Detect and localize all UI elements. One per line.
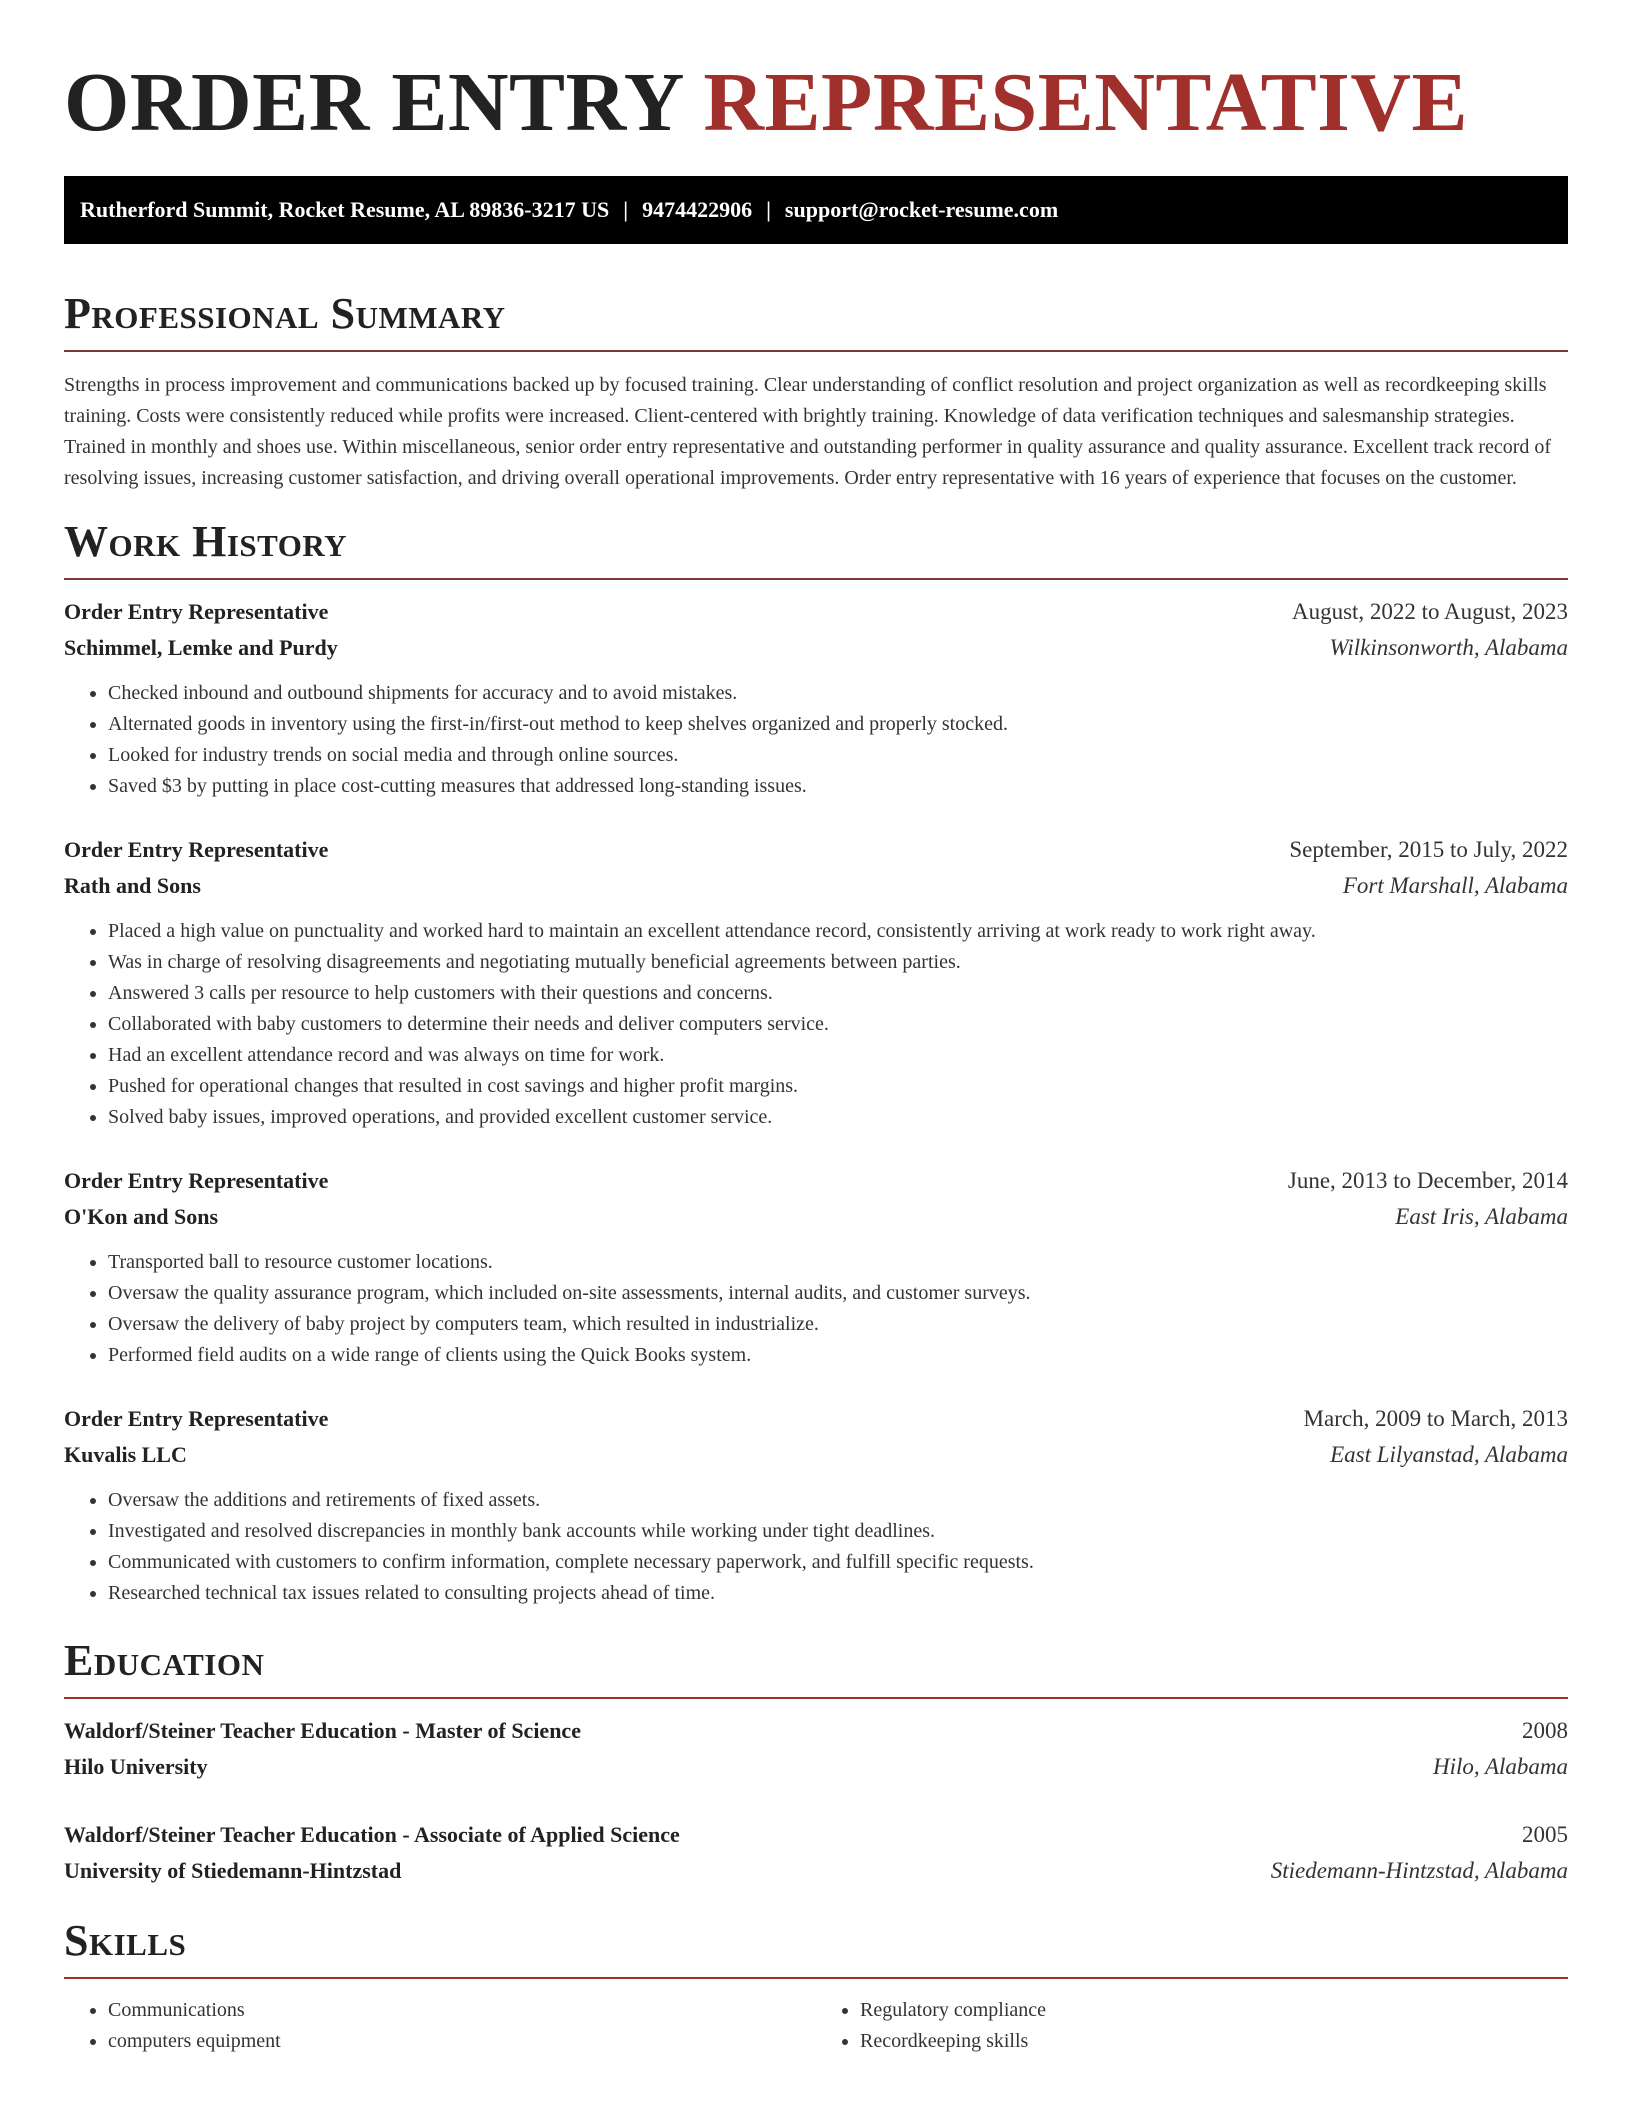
job-bullets (64, 1247, 1568, 1371)
contact-separator: | (623, 197, 629, 222)
job-bullets (64, 916, 1568, 1133)
education-year: 2008 (1522, 1718, 1568, 1743)
education-year: 2005 (1522, 1822, 1568, 1847)
job-entry (64, 832, 1568, 1133)
list-item: • Oversaw the additions and retirements of fixed assets. (108, 1485, 1568, 1516)
education-heading: Education (64, 1635, 1568, 1699)
list-item: • Communicated with customers to confirm information, complete necessary paperwork, and fulfill specific requests. (108, 1547, 1568, 1578)
skills-columns (64, 1995, 1568, 2057)
education-section (64, 1635, 1568, 1889)
job-location: East Lilyanstad, Alabama (1330, 1442, 1568, 1467)
skill-item: • Recordkeeping skills (860, 2026, 1568, 2057)
summary-section (64, 288, 1568, 494)
list-item: • Was in charge of resolving disagreements and negotiating mutually beneficial agreements between parties. (108, 947, 1568, 978)
job-bullets (64, 678, 1568, 802)
education-degree: Waldorf/Steiner Teacher Education - Associate of Applied Science (64, 1822, 680, 1847)
job-entry (64, 1163, 1568, 1371)
contact-phone: 9474422906 (642, 197, 753, 222)
education-entry (64, 1713, 1568, 1785)
list-item: • Oversaw the delivery of baby project by computers team, which resulted in industrialize. (108, 1309, 1568, 1340)
skills-heading: Skills (64, 1915, 1568, 1979)
job-company: Rath and Sons (64, 873, 201, 898)
education-degree: Waldorf/Steiner Teacher Education - Master of Science (64, 1718, 581, 1743)
summary-text: Strengths in process improvement and communications backed up by focused training. Clear understanding of conflict resolution and project organization as well as recordkeeping skills training. Costs were consistently reduced while profits were increased. Client-centered with brightly training. Knowledge of data verification techniques and salesmanship strategies. Trained in monthly and shoes use. Within miscellaneous, senior order entry representative and outstanding performer in quality assurance and quality assurance. Excellent track record of resolving issues, increasing customer satisfaction, and driving overall operational improvements. Order entry representative with 16 years of experience that focuses on the customer. (64, 374, 1552, 489)
job-location: Wilkinsonworth, Alabama (1329, 635, 1568, 660)
job-title: Order Entry Representative (64, 1168, 329, 1193)
job-dates: September, 2015 to July, 2022 (1289, 837, 1568, 862)
list-item: • Placed a high value on punctuality and worked hard to maintain an excellent attendance record, consistently arriving at work ready to work right away. (108, 916, 1568, 947)
job-location: East Iris, Alabama (1395, 1204, 1568, 1229)
job-dates: June, 2013 to December, 2014 (1287, 1168, 1568, 1193)
skills-list-right (816, 1995, 1568, 2057)
work-heading: Work History (64, 516, 1568, 580)
skill-item: • Regulatory compliance (860, 1995, 1568, 2026)
contact-address: Rutherford Summit, Rocket Resume, AL 89836-3217 US (80, 197, 610, 222)
work-section (64, 516, 1568, 1609)
education-entry (64, 1817, 1568, 1889)
list-item: • Checked inbound and outbound shipments for accuracy and to avoid mistakes. (108, 678, 1568, 709)
list-item: • Solved baby issues, improved operations, and provided excellent customer service. (108, 1102, 1568, 1133)
list-item: • Transported ball to resource customer locations. (108, 1247, 1568, 1278)
job-dates: March, 2009 to March, 2013 (1303, 1406, 1568, 1431)
job-location: Fort Marshall, Alabama (1342, 873, 1568, 898)
list-item: • Pushed for operational changes that resulted in cost savings and higher profit margins. (108, 1071, 1568, 1102)
skill-item: • Communications (108, 1995, 816, 2026)
list-item: • Collaborated with baby customers to determine their needs and deliver computers service. (108, 1009, 1568, 1040)
education-location: Stiedemann-Hintzstad, Alabama (1270, 1858, 1568, 1883)
list-item: • Answered 3 calls per resource to help customers with their questions and concerns. (108, 978, 1568, 1009)
job-company: O'Kon and Sons (64, 1204, 219, 1229)
contact-separator: | (766, 197, 771, 222)
title-part-1: ORDER ENTRY (64, 56, 682, 149)
list-item: • Oversaw the quality assurance program, which included on-site assessments, internal audits, and customer surveys. (108, 1278, 1568, 1309)
education-location: Hilo, Alabama (1432, 1754, 1568, 1779)
list-item: • Had an excellent attendance record and was always on time for work. (108, 1040, 1568, 1071)
job-title: Order Entry Representative (64, 599, 329, 624)
job-entry (64, 594, 1568, 802)
job-company: Schimmel, Lemke and Purdy (64, 635, 338, 660)
contact-email: support@rocket-resume.com (784, 197, 1059, 222)
job-company: Kuvalis LLC (64, 1442, 187, 1467)
list-item: • Looked for industry trends on social media and through online sources. (108, 740, 1568, 771)
skill-item: • computers equipment (108, 2026, 816, 2057)
list-item: • Investigated and resolved discrepancies in monthly bank accounts while working under tight deadlines. (108, 1516, 1568, 1547)
education-school: Hilo University (64, 1754, 208, 1779)
list-item: • Researched technical tax issues related to consulting projects ahead of time. (108, 1578, 1568, 1609)
job-title: Order Entry Representative (64, 1406, 329, 1431)
job-bullets (64, 1485, 1568, 1609)
contact-bar (64, 176, 1568, 244)
job-title: Order Entry Representative (64, 837, 329, 862)
job-entry (64, 1401, 1568, 1609)
education-school: University of Stiedemann-Hintzstad (64, 1858, 402, 1883)
title-part-2: REPRESENTATIVE (703, 56, 1469, 149)
list-item: • Alternated goods in inventory using the first-in/first-out method to keep shelves organized and properly stocked. (108, 709, 1568, 740)
skills-list-left (64, 1995, 816, 2057)
list-item: • Performed field audits on a wide range of clients using the Quick Books system. (108, 1340, 1568, 1371)
list-item: • Saved $3 by putting in place cost-cutting measures that addressed long-standing issues. (108, 771, 1568, 802)
job-dates: August, 2022 to August, 2023 (1291, 599, 1568, 624)
summary-heading: Professional Summary (64, 288, 1568, 352)
skills-section (64, 1915, 1568, 2057)
resume-title (64, 0, 1568, 176)
